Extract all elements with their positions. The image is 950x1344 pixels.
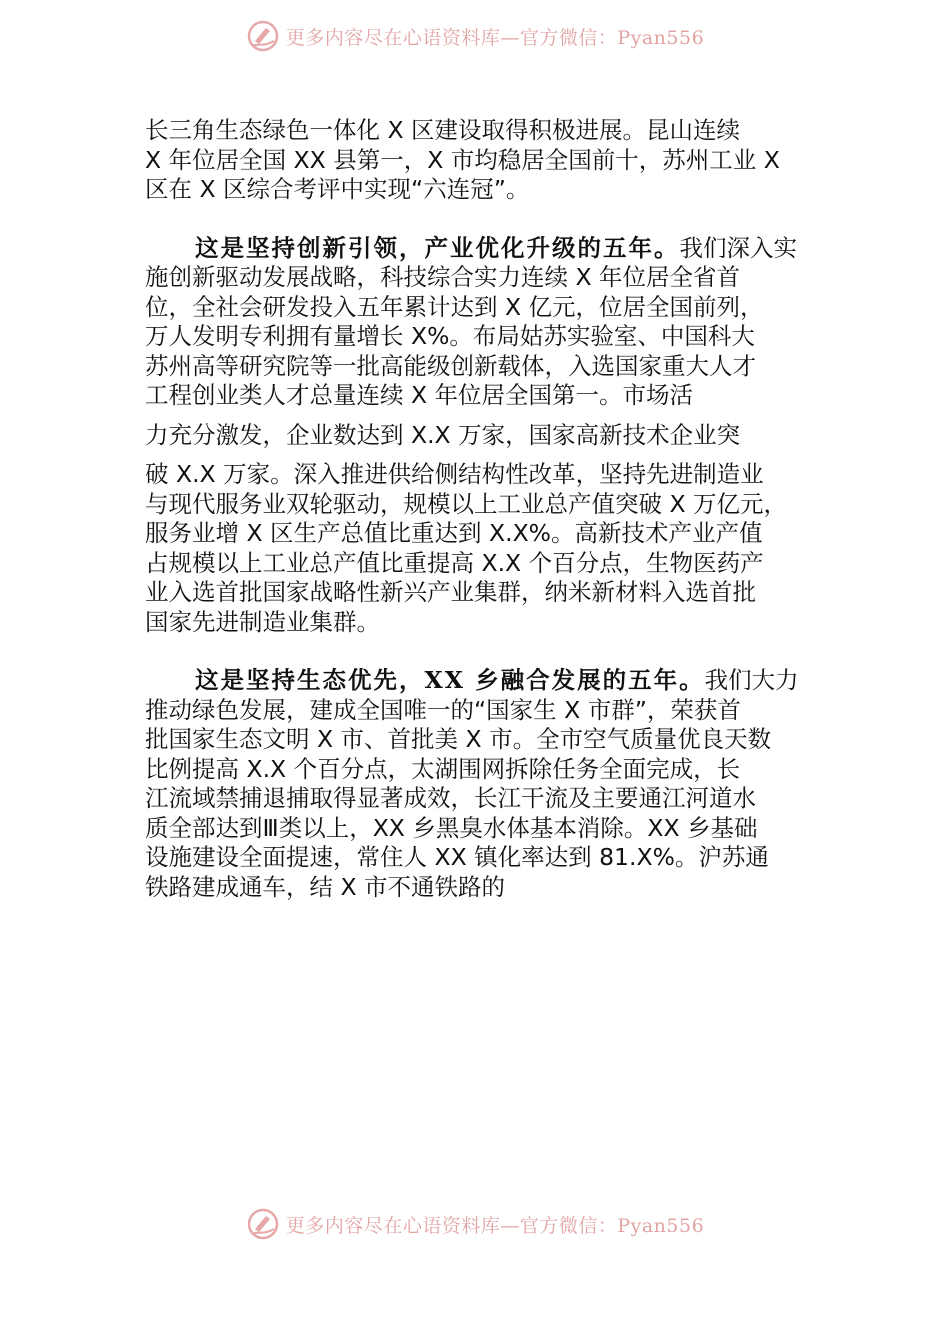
text-line: 位，全社会研发投入五年累计达到 X 亿元，位居全国前列， [145, 292, 764, 321]
text-line: 长三角生态绿色一体化 X 区建设取得积极进展。昆山连续 [145, 116, 741, 144]
paragraph-1 [145, 116, 810, 205]
text-line: 江流域禁捕退捕取得显著成效，长江干流及主要通江河道水 [145, 784, 756, 812]
text-line: 业入选首批国家战略性新兴产业集群，纳米新材料入选首批 [145, 578, 756, 606]
text-line: 苏州高等研究院等一批高能级创新载体，入选国家重大人才 [145, 351, 756, 380]
watermark-text: 更多内容尽在心语资料库—官方微信：Pyan556 [285, 1214, 705, 1237]
text-line: 我们深入实 [679, 233, 797, 262]
text-line: 设施建设全面提速，常住人 XX 镇化率达到 81.X%。沪苏通 [145, 843, 769, 871]
text-line: 区在 X 区综合考评中实现“六连冠”。 [145, 175, 530, 203]
text-line: 施创新驱动发展战略，科技综合实力连续 X 年位居全省首 [145, 263, 741, 291]
text-line: 推动绿色发展，建成全国唯一的“国家生 X 市群”，荣获首 [145, 695, 741, 724]
text-line: 力充分激发，企业数达到 X.X 万家，国家高新技术企业突 [145, 420, 741, 449]
paragraph-lead-line [145, 234, 810, 264]
text-line: 比例提高 X.X 个百分点，太湖围网拆除任务全面完成，长 [145, 754, 741, 783]
text-line: X 年位居全国 XX 县第一，X 市均稳居全国前十，苏州工业 X [145, 145, 780, 174]
text-line: 国家先进制造业集群。 [145, 607, 380, 636]
watermark-text: 更多内容尽在心语资料库—官方微信：Pyan556 [285, 26, 705, 49]
text-line: 批国家生态文明 X 市、首批美 X 市。全市空气质量优良天数 [145, 725, 772, 753]
watermark-logo-icon [246, 19, 280, 53]
paragraph-lead: 这是坚持创新引领，产业优化升级的五年。 [195, 233, 680, 262]
text-line: 破 X.X 万家。深入推进供给侧结构性改革，坚持先进制造业 [145, 460, 764, 488]
document-body [145, 116, 810, 931]
text-line: 与现代服务业双轮驱动，规模以上工业总产值突破 X 万亿元， [145, 489, 788, 518]
text-line: 占规模以上工业总产值比重提高 X.X 个百分点，生物医药产 [145, 548, 764, 577]
text-line: 我们大力 [704, 666, 799, 694]
paragraph-2 [145, 234, 810, 638]
watermark-logo-icon [246, 1207, 280, 1241]
paragraph-lead: 这是坚持生态优先，XX 乡融合发展的五年。 [195, 666, 705, 694]
text-line: 万人发明专利拥有量增长 X%。布局姑苏实验室、中国科大 [145, 322, 755, 350]
paragraph-lead-line [145, 666, 810, 696]
text-line: 铁路建成通车，结 X 市不通铁路的 [145, 872, 506, 901]
text-line: 服务业增 X 区生产总值比重达到 X.X%。高新技术产业产值 [145, 519, 763, 547]
text-line: 工程创业类人才总量连续 X 年位居全国第一。市场活 [145, 381, 694, 409]
paragraph-3 [145, 666, 810, 902]
text-line: 质全部达到Ⅲ类以上，XX 乡黑臭水体基本消除。XX 乡基础 [145, 813, 758, 842]
watermark-header [0, 16, 950, 56]
watermark-footer [0, 1204, 950, 1244]
